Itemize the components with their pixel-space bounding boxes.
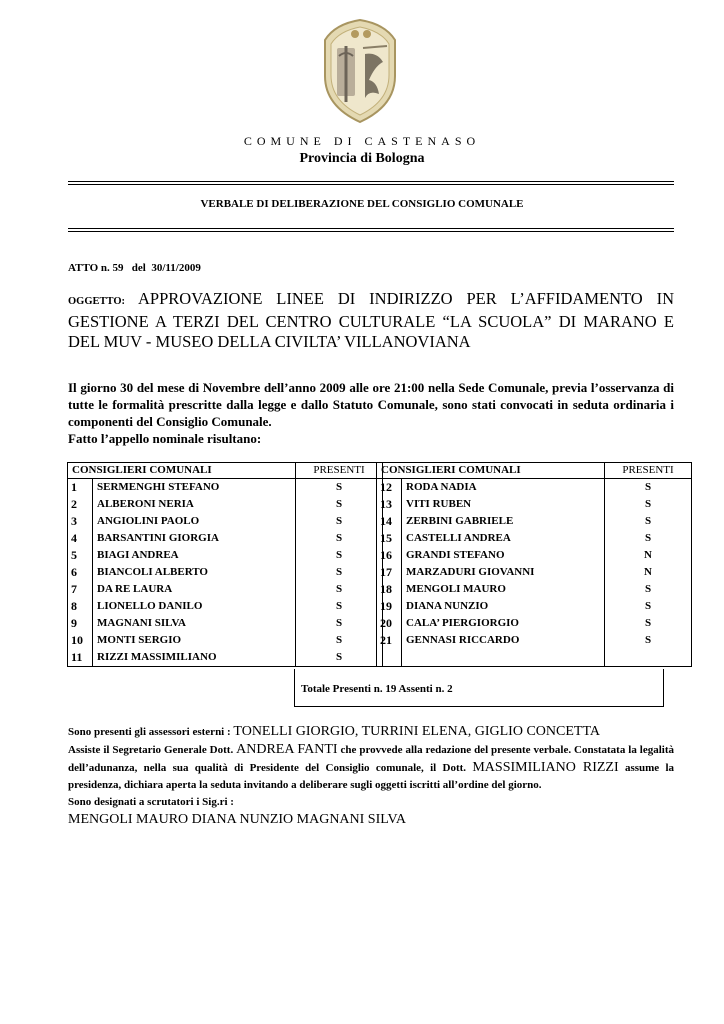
assiste-text-a: Assiste il Segretario Generale Dott. — [68, 744, 234, 756]
table-row — [377, 581, 692, 598]
member-number: 4 — [68, 530, 93, 547]
intro-text: Il giorno 30 del mese di Novembre dell’anno 2009 alle ore 21:00 nella Sede Comunale, previa l’osservanza di tutte le formalità prescritte dalla legge e dallo Statuto Comunale, sono stati convocati in seduta ordinaria i componenti del Consiglio Comunale. — [68, 380, 674, 429]
member-name: ANGIOLINI PAOLO — [93, 513, 296, 530]
table-row — [68, 496, 383, 513]
member-number: 2 — [68, 496, 93, 513]
col-header-presenti: PRESENTI — [605, 463, 692, 479]
municipal-crest — [317, 18, 403, 126]
segretario-name: ANDREA FANTI — [236, 742, 338, 757]
member-name: ZERBINI GABRIELE — [402, 513, 605, 530]
member-name: GENNASI RICCARDO — [402, 632, 605, 649]
presence-value: S — [296, 564, 383, 581]
divider — [68, 228, 674, 232]
member-name — [402, 649, 605, 667]
member-number: 21 — [377, 632, 402, 649]
member-name: RODA NADIA — [402, 479, 605, 497]
member-number: 10 — [68, 632, 93, 649]
appello-text: Fatto l’appello nominale risultano: — [68, 431, 262, 446]
atto-line — [68, 262, 201, 274]
member-name: DIANA NUNZIO — [402, 598, 605, 615]
member-name: ALBERONI NERIA — [93, 496, 296, 513]
table-right — [376, 462, 692, 667]
member-name: GRANDI STEFANO — [402, 547, 605, 564]
table-row — [377, 479, 692, 497]
presence-value: S — [296, 581, 383, 598]
member-number: 11 — [68, 649, 93, 667]
table-left — [67, 462, 383, 667]
col-header-presenti: PRESENTI — [296, 463, 383, 479]
member-number: 14 — [377, 513, 402, 530]
presence-value: S — [605, 581, 692, 598]
presence-value: S — [605, 598, 692, 615]
atto-date: 30/11/2009 — [151, 262, 201, 274]
member-name: MAGNANI SILVA — [93, 615, 296, 632]
member-name: CALA’ PIERGIORGIO — [402, 615, 605, 632]
table-row — [68, 564, 383, 581]
totale-box — [294, 669, 664, 707]
presence-value: S — [605, 496, 692, 513]
member-number: 7 — [68, 581, 93, 598]
member-number: 3 — [68, 513, 93, 530]
member-number: 1 — [68, 479, 93, 497]
oggetto-paragraph — [68, 289, 674, 352]
assessori-label: Sono presenti gli assessori esterni : — [68, 726, 231, 738]
scrutatori-names: MENGOLI MAURO DIANA NUNZIO MAGNANI SILVA — [68, 812, 406, 827]
table-row — [68, 513, 383, 530]
col-header-consiglieri: CONSIGLIERI COMUNALI — [68, 463, 296, 479]
member-name: BIAGI ANDREA — [93, 547, 296, 564]
presidente-name: MASSIMILIANO RIZZI — [472, 760, 619, 775]
presence-value — [605, 649, 692, 667]
totale-text: Totale Presenti n. 19 Assenti n. 2 — [301, 683, 453, 695]
comune-title: COMUNE DI CASTENASO — [243, 134, 481, 148]
table-row — [68, 649, 383, 667]
col-header-consiglieri: CONSIGLIERI COMUNALI — [377, 463, 605, 479]
intro-paragraph — [68, 379, 674, 447]
presence-value: S — [296, 615, 383, 632]
member-number: 12 — [377, 479, 402, 497]
table-row — [377, 513, 692, 530]
member-name: DA RE LAURA — [93, 581, 296, 598]
presence-value: S — [605, 530, 692, 547]
assiste-text-c: assume la presidenza, dichiara aperta la seduta invitando a deliberare sugli oggetti iscritti all’ordine del giorno. — [68, 762, 675, 791]
table-row — [68, 615, 383, 632]
member-name: RIZZI MASSIMILIANO — [93, 649, 296, 667]
table-row — [377, 632, 692, 649]
document-type: VERBALE DI DELIBERAZIONE DEL CONSIGLIO COMUNALE — [200, 198, 524, 210]
scrutatori-label: Sono designati a scrutatori i Sig.ri : — [68, 796, 234, 808]
member-name: BIANCOLI ALBERTO — [93, 564, 296, 581]
presence-value: N — [605, 564, 692, 581]
member-name: MARZADURI GIOVANNI — [402, 564, 605, 581]
member-name: SERMENGHI STEFANO — [93, 479, 296, 497]
member-name: LIONELLO DANILO — [93, 598, 296, 615]
member-number: 8 — [68, 598, 93, 615]
member-name: MONTI SERGIO — [93, 632, 296, 649]
table-row — [377, 564, 692, 581]
member-number: 16 — [377, 547, 402, 564]
member-number: 17 — [377, 564, 402, 581]
member-number: 13 — [377, 496, 402, 513]
table-row — [68, 598, 383, 615]
member-number: 5 — [68, 547, 93, 564]
table-row — [68, 479, 383, 497]
table-row — [377, 649, 692, 667]
member-name: CASTELLI ANDREA — [402, 530, 605, 547]
member-number: 9 — [68, 615, 93, 632]
member-name: BARSANTINI GIORGIA — [93, 530, 296, 547]
presence-value: S — [296, 513, 383, 530]
table-row — [68, 530, 383, 547]
presence-value: S — [296, 530, 383, 547]
provincia-subtitle: Provincia di Bologna — [299, 151, 425, 166]
presence-value: S — [296, 479, 383, 497]
assessori-names: TONELLI GIORGIO, TURRINI ELENA, GIGLIO CONCETTA — [233, 724, 600, 739]
table-row — [68, 632, 383, 649]
member-number: 19 — [377, 598, 402, 615]
presence-value: S — [605, 615, 692, 632]
table-row — [68, 581, 383, 598]
presence-value: S — [296, 547, 383, 564]
oggetto-label: OGGETTO: — [68, 296, 125, 307]
presence-value: S — [605, 479, 692, 497]
footer-paragraph — [68, 723, 674, 828]
presence-value: S — [296, 598, 383, 615]
table-row — [377, 547, 692, 564]
member-name: MENGOLI MAURO — [402, 581, 605, 598]
member-number: 18 — [377, 581, 402, 598]
atto-number: ATTO n. 59 — [68, 262, 124, 274]
member-name: VITI RUBEN — [402, 496, 605, 513]
divider — [68, 181, 674, 185]
presence-value: S — [605, 632, 692, 649]
assiste-text-b: che provvede alla redazione del presente verbale. Constatata la legalità dell’adunanza, nella sua qualità di Presidente del Consiglio comunale, il Dott. — [68, 744, 674, 774]
presence-value: S — [296, 649, 383, 667]
member-number: 6 — [68, 564, 93, 581]
presence-value: S — [296, 632, 383, 649]
table-row — [377, 615, 692, 632]
member-number: 20 — [377, 615, 402, 632]
table-row — [377, 496, 692, 513]
presence-value: N — [605, 547, 692, 564]
atto-del-label: del — [131, 262, 146, 274]
table-row — [68, 547, 383, 564]
presence-value: S — [605, 513, 692, 530]
oggetto-text: APPROVAZIONE LINEE DI INDIRIZZO PER L’AFFIDAMENTO IN GESTIONE A TERZI DEL CENTRO CULTURALE “LA SCUOLA” DI MARANO E DEL MUV - MUSEO DELLA CIVILTA’ VILLANOVIANA — [68, 289, 674, 351]
table-row — [377, 530, 692, 547]
member-number: 15 — [377, 530, 402, 547]
presence-value: S — [296, 496, 383, 513]
member-number — [377, 649, 402, 667]
table-row — [377, 598, 692, 615]
